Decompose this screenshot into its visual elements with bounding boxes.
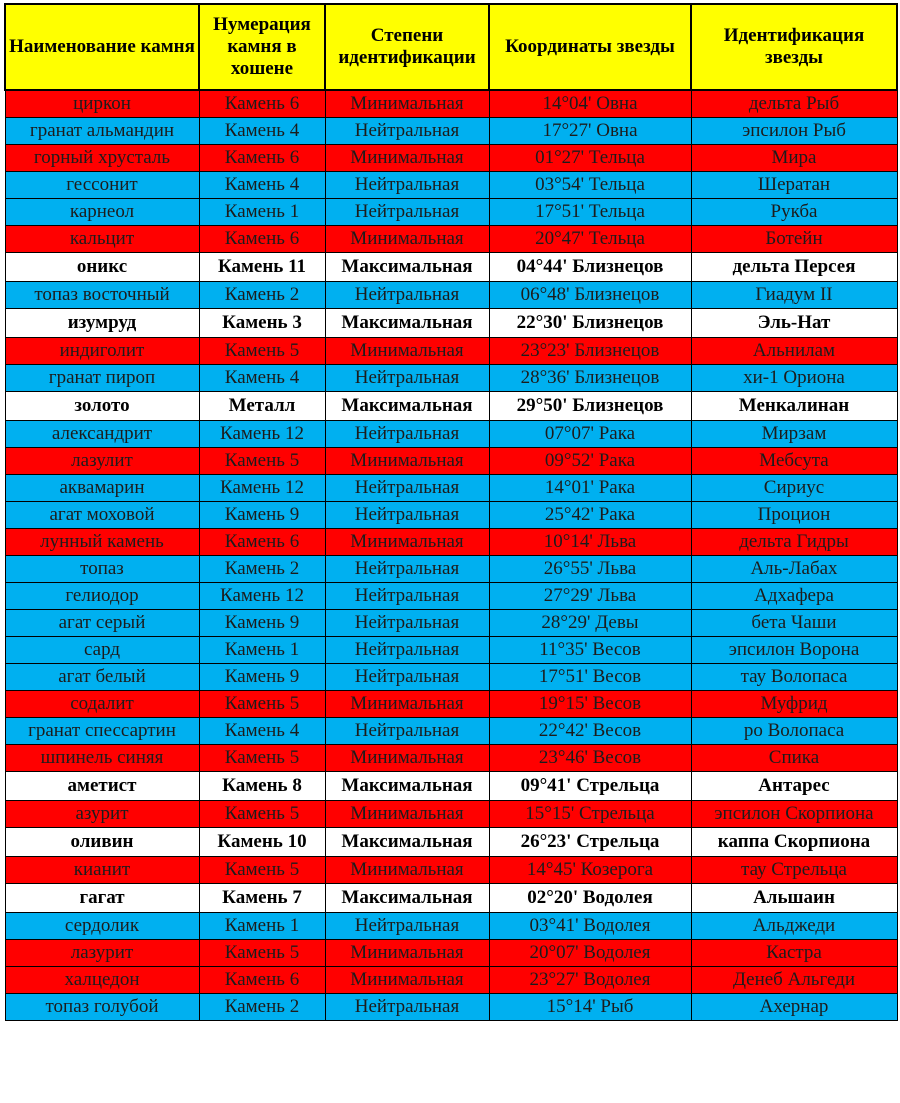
stone-name-cell: лунный камень <box>5 529 199 556</box>
table-row <box>5 421 897 448</box>
degree-cell: Нейтральная <box>325 172 489 199</box>
star-name-cell: Процион <box>691 502 897 529</box>
star-coordinates-cell: 23°27' Водолея <box>489 967 691 994</box>
stone-number-cell: Камень 8 <box>199 772 325 801</box>
stone-number-cell: Камень 4 <box>199 365 325 392</box>
table-row <box>5 857 897 884</box>
stone-number-cell: Камень 7 <box>199 884 325 913</box>
degree-cell: Минимальная <box>325 691 489 718</box>
degree-cell: Минимальная <box>325 448 489 475</box>
table-row <box>5 226 897 253</box>
degree-cell: Нейтральная <box>325 718 489 745</box>
degree-cell: Минимальная <box>325 967 489 994</box>
degree-cell: Нейтральная <box>325 556 489 583</box>
degree-cell: Нейтральная <box>325 610 489 637</box>
stone-name-cell: оливин <box>5 828 199 857</box>
table-row <box>5 718 897 745</box>
star-name-cell: Денеб Альгеди <box>691 967 897 994</box>
star-coordinates-cell: 17°27' Овна <box>489 118 691 145</box>
star-coordinates-cell: 22°42' Весов <box>489 718 691 745</box>
stone-number-cell: Камень 6 <box>199 967 325 994</box>
star-name-cell: Альнилам <box>691 338 897 365</box>
header-star-identification: Идентификация звезды <box>691 4 897 90</box>
star-coordinates-cell: 09°41' Стрельца <box>489 772 691 801</box>
star-name-cell: Ахернар <box>691 994 897 1021</box>
stone-number-cell: Камень 10 <box>199 828 325 857</box>
table-row <box>5 502 897 529</box>
stone-name-cell: халцедон <box>5 967 199 994</box>
degree-cell: Минимальная <box>325 857 489 884</box>
degree-cell: Нейтральная <box>325 637 489 664</box>
degree-cell: Минимальная <box>325 226 489 253</box>
degree-cell: Нейтральная <box>325 282 489 309</box>
star-name-cell: Гиадум II <box>691 282 897 309</box>
star-coordinates-cell: 06°48' Близнецов <box>489 282 691 309</box>
table-row <box>5 828 897 857</box>
degree-cell: Минимальная <box>325 338 489 365</box>
stone-name-cell: топаз <box>5 556 199 583</box>
star-name-cell: дельта Персея <box>691 253 897 282</box>
table-row <box>5 884 897 913</box>
degree-cell: Нейтральная <box>325 994 489 1021</box>
stone-number-cell: Камень 4 <box>199 118 325 145</box>
table-row <box>5 392 897 421</box>
table-row <box>5 801 897 828</box>
star-coordinates-cell: 23°23' Близнецов <box>489 338 691 365</box>
star-name-cell: Мирзам <box>691 421 897 448</box>
star-name-cell: дельта Рыб <box>691 90 897 118</box>
star-coordinates-cell: 02°20' Водолея <box>489 884 691 913</box>
degree-cell: Нейтральная <box>325 365 489 392</box>
stone-name-cell: азурит <box>5 801 199 828</box>
star-name-cell: Кастра <box>691 940 897 967</box>
table-row <box>5 610 897 637</box>
star-name-cell: дельта Гидры <box>691 529 897 556</box>
star-name-cell: Эль-Нат <box>691 309 897 338</box>
degree-cell: Минимальная <box>325 745 489 772</box>
stone-name-cell: карнеол <box>5 199 199 226</box>
star-name-cell: Антарес <box>691 772 897 801</box>
stone-name-cell: аквамарин <box>5 475 199 502</box>
stone-name-cell: гагат <box>5 884 199 913</box>
star-coordinates-cell: 14°04' Овна <box>489 90 691 118</box>
stone-name-cell: сард <box>5 637 199 664</box>
star-coordinates-cell: 20°07' Водолея <box>489 940 691 967</box>
stone-name-cell: агат серый <box>5 610 199 637</box>
stone-name-cell: гранат альмандин <box>5 118 199 145</box>
star-coordinates-cell: 17°51' Весов <box>489 664 691 691</box>
table-row <box>5 118 897 145</box>
table-row <box>5 913 897 940</box>
degree-cell: Нейтральная <box>325 664 489 691</box>
star-name-cell: Шератан <box>691 172 897 199</box>
stone-number-cell: Камень 3 <box>199 309 325 338</box>
table-row <box>5 199 897 226</box>
star-name-cell: Сириус <box>691 475 897 502</box>
stone-number-cell: Камень 4 <box>199 718 325 745</box>
star-name-cell: Рукба <box>691 199 897 226</box>
star-name-cell: каппа Скорпиона <box>691 828 897 857</box>
header-row <box>5 4 897 90</box>
degree-cell: Максимальная <box>325 884 489 913</box>
stone-name-cell: горный хрусталь <box>5 145 199 172</box>
star-name-cell: хи-1 Ориона <box>691 365 897 392</box>
table-row <box>5 637 897 664</box>
stone-name-cell: кальцит <box>5 226 199 253</box>
star-name-cell: тау Стрельца <box>691 857 897 884</box>
table-row <box>5 772 897 801</box>
header-identification-degree: Степени идентификации <box>325 4 489 90</box>
stones-table <box>4 3 898 1021</box>
degree-cell: Минимальная <box>325 801 489 828</box>
star-name-cell: Муфрид <box>691 691 897 718</box>
table-row <box>5 529 897 556</box>
table-row <box>5 994 897 1021</box>
star-coordinates-cell: 27°29' Льва <box>489 583 691 610</box>
stone-number-cell: Камень 5 <box>199 857 325 884</box>
star-coordinates-cell: 26°55' Льва <box>489 556 691 583</box>
stone-number-cell: Камень 5 <box>199 801 325 828</box>
star-coordinates-cell: 26°23' Стрельца <box>489 828 691 857</box>
table-row <box>5 145 897 172</box>
degree-cell: Нейтральная <box>325 421 489 448</box>
table-row <box>5 172 897 199</box>
stone-number-cell: Камень 5 <box>199 338 325 365</box>
table-row <box>5 253 897 282</box>
stone-number-cell: Камень 2 <box>199 994 325 1021</box>
degree-cell: Нейтральная <box>325 475 489 502</box>
star-coordinates-cell: 03°54' Тельца <box>489 172 691 199</box>
stone-number-cell: Камень 2 <box>199 556 325 583</box>
stone-number-cell: Камень 9 <box>199 610 325 637</box>
stone-name-cell: сердолик <box>5 913 199 940</box>
degree-cell: Максимальная <box>325 772 489 801</box>
degree-cell: Максимальная <box>325 309 489 338</box>
degree-cell: Нейтральная <box>325 583 489 610</box>
star-coordinates-cell: 17°51' Тельца <box>489 199 691 226</box>
star-name-cell: тау Волопаса <box>691 664 897 691</box>
table-body <box>5 90 897 1021</box>
star-coordinates-cell: 25°42' Рака <box>489 502 691 529</box>
stone-number-cell: Камень 2 <box>199 282 325 309</box>
table-row <box>5 556 897 583</box>
table-row <box>5 967 897 994</box>
stone-name-cell: агат белый <box>5 664 199 691</box>
stone-name-cell: гелиодор <box>5 583 199 610</box>
degree-cell: Нейтральная <box>325 118 489 145</box>
degree-cell: Максимальная <box>325 392 489 421</box>
stone-number-cell: Камень 5 <box>199 691 325 718</box>
table-row <box>5 282 897 309</box>
degree-cell: Максимальная <box>325 828 489 857</box>
stone-name-cell: гессонит <box>5 172 199 199</box>
star-coordinates-cell: 09°52' Рака <box>489 448 691 475</box>
star-coordinates-cell: 20°47' Тельца <box>489 226 691 253</box>
table-row <box>5 365 897 392</box>
star-name-cell: Аль-Лабах <box>691 556 897 583</box>
table-row <box>5 475 897 502</box>
degree-cell: Минимальная <box>325 529 489 556</box>
stone-number-cell: Камень 6 <box>199 226 325 253</box>
star-coordinates-cell: 15°15' Стрельца <box>489 801 691 828</box>
stone-number-cell: Камень 5 <box>199 448 325 475</box>
stone-name-cell: гранат пироп <box>5 365 199 392</box>
stone-name-cell: гранат спессартин <box>5 718 199 745</box>
star-name-cell: Адхафера <box>691 583 897 610</box>
stone-name-cell: топаз восточный <box>5 282 199 309</box>
stone-name-cell: индиголит <box>5 338 199 365</box>
star-coordinates-cell: 14°45' Козерога <box>489 857 691 884</box>
star-coordinates-cell: 03°41' Водолея <box>489 913 691 940</box>
table-row <box>5 448 897 475</box>
star-name-cell: эпсилон Скорпиона <box>691 801 897 828</box>
stone-number-cell: Камень 1 <box>199 913 325 940</box>
star-name-cell: эпсилон Ворона <box>691 637 897 664</box>
table-row <box>5 309 897 338</box>
star-name-cell: эпсилон Рыб <box>691 118 897 145</box>
stone-number-cell: Камень 12 <box>199 475 325 502</box>
star-coordinates-cell: 15°14' Рыб <box>489 994 691 1021</box>
stone-name-cell: лазулит <box>5 448 199 475</box>
stone-name-cell: лазурит <box>5 940 199 967</box>
stone-number-cell: Камень 12 <box>199 583 325 610</box>
table-row <box>5 664 897 691</box>
star-coordinates-cell: 11°35' Весов <box>489 637 691 664</box>
stone-number-cell: Камень 6 <box>199 90 325 118</box>
stone-number-cell: Камень 1 <box>199 199 325 226</box>
header-stone-name: Наименование камня <box>5 4 199 90</box>
degree-cell: Нейтральная <box>325 502 489 529</box>
stone-name-cell: оникс <box>5 253 199 282</box>
star-coordinates-cell: 07°07' Рака <box>489 421 691 448</box>
header-stone-number: Нумерация камня в хошене <box>199 4 325 90</box>
stone-number-cell: Камень 6 <box>199 529 325 556</box>
star-coordinates-cell: 22°30' Близнецов <box>489 309 691 338</box>
table-row <box>5 745 897 772</box>
star-name-cell: бета Чаши <box>691 610 897 637</box>
stone-name-cell: изумруд <box>5 309 199 338</box>
stone-number-cell: Камень 12 <box>199 421 325 448</box>
star-coordinates-cell: 28°36' Близнецов <box>489 365 691 392</box>
stone-number-cell: Камень 11 <box>199 253 325 282</box>
degree-cell: Минимальная <box>325 940 489 967</box>
star-coordinates-cell: 10°14' Льва <box>489 529 691 556</box>
degree-cell: Нейтральная <box>325 913 489 940</box>
degree-cell: Минимальная <box>325 145 489 172</box>
star-name-cell: ро Волопаса <box>691 718 897 745</box>
stone-name-cell: содалит <box>5 691 199 718</box>
stone-number-cell: Камень 9 <box>199 502 325 529</box>
stone-number-cell: Камень 5 <box>199 745 325 772</box>
star-coordinates-cell: 28°29' Девы <box>489 610 691 637</box>
degree-cell: Минимальная <box>325 90 489 118</box>
stone-number-cell: Камень 1 <box>199 637 325 664</box>
stone-name-cell: циркон <box>5 90 199 118</box>
stone-name-cell: топаз голубой <box>5 994 199 1021</box>
stone-name-cell: александрит <box>5 421 199 448</box>
star-coordinates-cell: 14°01' Рака <box>489 475 691 502</box>
star-name-cell: Мебсута <box>691 448 897 475</box>
star-name-cell: Ботейн <box>691 226 897 253</box>
star-name-cell: Альджеди <box>691 913 897 940</box>
star-coordinates-cell: 23°46' Весов <box>489 745 691 772</box>
stone-number-cell: Камень 5 <box>199 940 325 967</box>
star-coordinates-cell: 04°44' Близнецов <box>489 253 691 282</box>
stone-name-cell: золото <box>5 392 199 421</box>
star-coordinates-cell: 01°27' Тельца <box>489 145 691 172</box>
stone-name-cell: аметист <box>5 772 199 801</box>
degree-cell: Нейтральная <box>325 199 489 226</box>
table-row <box>5 691 897 718</box>
star-name-cell: Альшаин <box>691 884 897 913</box>
stone-number-cell: Металл <box>199 392 325 421</box>
stone-name-cell: агат моховой <box>5 502 199 529</box>
header-star-coordinates: Координаты звезды <box>489 4 691 90</box>
star-coordinates-cell: 29°50' Близнецов <box>489 392 691 421</box>
stone-number-cell: Камень 9 <box>199 664 325 691</box>
stone-name-cell: кианит <box>5 857 199 884</box>
table-row <box>5 90 897 118</box>
stone-number-cell: Камень 4 <box>199 172 325 199</box>
star-name-cell: Спика <box>691 745 897 772</box>
table-row <box>5 940 897 967</box>
degree-cell: Максимальная <box>325 253 489 282</box>
star-name-cell: Менкалинан <box>691 392 897 421</box>
stone-name-cell: шпинель синяя <box>5 745 199 772</box>
stone-number-cell: Камень 6 <box>199 145 325 172</box>
table-row <box>5 338 897 365</box>
star-name-cell: Мира <box>691 145 897 172</box>
star-coordinates-cell: 19°15' Весов <box>489 691 691 718</box>
table-row <box>5 583 897 610</box>
